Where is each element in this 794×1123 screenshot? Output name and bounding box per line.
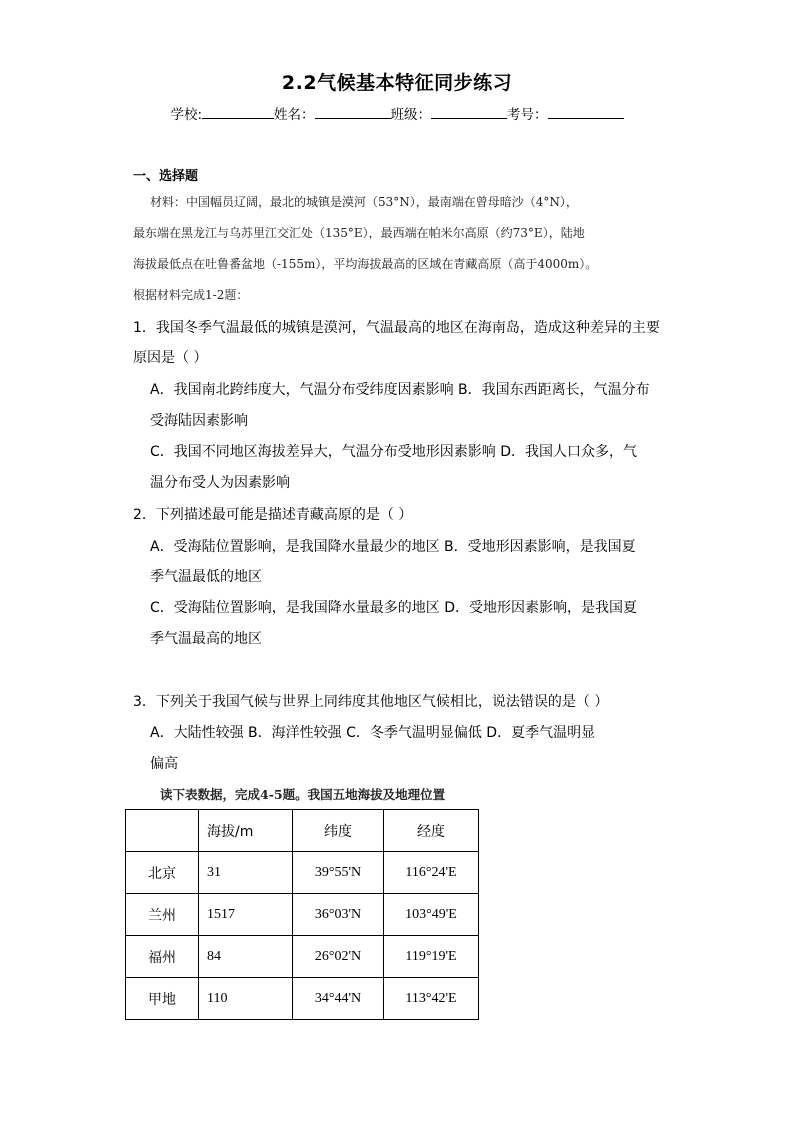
exam-no-label: 考号： bbox=[507, 107, 548, 123]
student-info-line bbox=[0, 103, 794, 123]
table-header-cell bbox=[126, 810, 199, 852]
table-cell-latitude: 39°55'N bbox=[293, 852, 384, 894]
table-cell-elevation: 1517 bbox=[199, 894, 293, 936]
table-cell-latitude: 26°02'N bbox=[293, 936, 384, 978]
question-1-options: A．我国南北跨纬度大，气温分布受纬度因素影响 B．我国东西距离长，气温分布 bbox=[150, 382, 650, 398]
table-header-row bbox=[126, 810, 479, 852]
table-cell-elevation: 84 bbox=[199, 936, 293, 978]
table-cell-latitude: 34°44'N bbox=[293, 978, 384, 1020]
exam-no-blank[interactable] bbox=[548, 104, 624, 119]
table-row bbox=[126, 852, 479, 894]
table-header-cell: 纬度 bbox=[293, 810, 384, 852]
question-1-stem: 1．我国冬季气温最低的城镇是漠河，气温最高的地区在海南岛，造成这种差异的主要 bbox=[133, 320, 660, 336]
section-heading: 一、选择题 bbox=[133, 169, 199, 184]
question-1-options: 受海陆因素影响 bbox=[150, 413, 248, 429]
material-line: 最东端在黑龙江与乌苏里江交汇处（135°E），最西端在帕米尔高原（约73°E），陆地 bbox=[133, 226, 585, 240]
question-1-options: 温分布受人为因素影响 bbox=[150, 475, 290, 491]
material-line: 材料：中国幅员辽阔，最北的城镇是漠河（53°N），最南端在曾母暗沙（4°N）， bbox=[150, 195, 578, 209]
elevation-location-table bbox=[125, 809, 479, 1020]
table-cell-place: 甲地 bbox=[126, 978, 199, 1020]
table-header-cell: 海拔/m bbox=[199, 810, 293, 852]
class-blank[interactable] bbox=[431, 104, 507, 119]
table-row bbox=[126, 936, 479, 978]
question-3-options: A．大陆性较强 B．海洋性较强 C．冬季气温明显偏低 D．夏季气温明显 bbox=[150, 725, 596, 741]
table-intro: 读下表数据，完成4-5题。我国五地海拔及地理位置 bbox=[160, 787, 446, 802]
name-label: 姓名： bbox=[274, 107, 315, 123]
school-blank[interactable] bbox=[202, 104, 274, 119]
table-row bbox=[126, 894, 479, 936]
table-cell-place: 北京 bbox=[126, 852, 199, 894]
question-2-options: A．受海陆位置影响，是我国降水量最少的地区 B．受地形因素影响，是我国夏 bbox=[150, 539, 636, 555]
name-blank[interactable] bbox=[315, 104, 391, 119]
question-3-options: 偏高 bbox=[150, 756, 178, 772]
school-label: 学校: bbox=[170, 107, 203, 123]
question-3-stem: 3．下列关于我国气候与世界上同纬度其他地区气候相比，说法错误的是（ ） bbox=[133, 694, 609, 710]
question-2-options: C．受海陆位置影响，是我国降水量最多的地区 D．受地形因素影响，是我国夏 bbox=[150, 600, 638, 616]
table-cell-longitude: 113°42'E bbox=[384, 978, 479, 1020]
question-2-options: 季气温最低的地区 bbox=[150, 569, 262, 585]
question-1-options: C．我国不同地区海拔差异大，气温分布受地形因素影响 D．我国人口众多，气 bbox=[150, 444, 638, 460]
table-row bbox=[126, 978, 479, 1020]
material-instruction: 根据材料完成1-2题： bbox=[133, 288, 249, 302]
table-cell-elevation: 110 bbox=[199, 978, 293, 1020]
page-title: 2.2气候基本特征同步练习 bbox=[281, 72, 513, 94]
question-1-stem: 原因是（ ） bbox=[133, 350, 208, 366]
table-header-cell: 经度 bbox=[384, 810, 479, 852]
table-cell-longitude: 116°24'E bbox=[384, 852, 479, 894]
question-2-stem: 2．下列描述最可能是描述青藏高原的是（ ） bbox=[133, 507, 413, 523]
table-cell-latitude: 36°03'N bbox=[293, 894, 384, 936]
class-label: 班级： bbox=[390, 107, 432, 123]
material-line: 海拔最低点在吐鲁番盆地（-155m），平均海拔最高的区域在青藏高原（高于4000m）。 bbox=[133, 257, 598, 271]
table-cell-longitude: 103°49'E bbox=[384, 894, 479, 936]
table-cell-place: 兰州 bbox=[126, 894, 199, 936]
table-cell-elevation: 31 bbox=[199, 852, 293, 894]
table-cell-longitude: 119°19'E bbox=[384, 936, 479, 978]
table-cell-place: 福州 bbox=[126, 936, 199, 978]
question-2-options: 季气温最高的地区 bbox=[150, 631, 262, 647]
